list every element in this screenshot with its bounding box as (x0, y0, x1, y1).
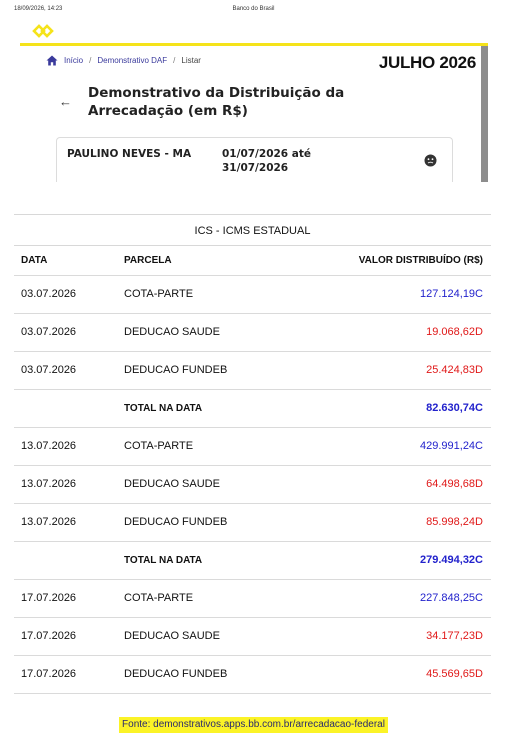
cell-valor: 85.998,24D (426, 516, 483, 528)
print-site-name: Banco do Brasil (232, 6, 275, 12)
table-row (14, 276, 491, 314)
table-row (14, 504, 491, 542)
cell-valor: 19.068,62D (426, 326, 483, 338)
cell-parcela: COTA-PARTE (124, 288, 194, 300)
period-range: 01/07/2026 até 31/07/2026 (222, 148, 311, 174)
breadcrumb-item-inicio[interactable]: Início (64, 55, 84, 65)
cell-parcela: DEDUCAO FUNDEB (124, 364, 228, 376)
cell-valor: 82.630,74C (426, 402, 483, 414)
table-row (14, 618, 491, 656)
breadcrumb (46, 53, 201, 67)
cell-date: 03.07.2026 (21, 364, 77, 376)
cell-date: 03.07.2026 (21, 288, 77, 300)
scrollbar[interactable] (481, 46, 488, 182)
cell-valor: 127.124,19C (420, 288, 483, 300)
table-body (14, 276, 491, 694)
table-title: ICS - ICMS ESTADUAL (14, 214, 491, 246)
cell-date: 03.07.2026 (21, 326, 77, 338)
table-row (14, 466, 491, 504)
column-header-parcela: PARCELA (124, 255, 172, 266)
house-icon[interactable] (46, 55, 58, 66)
source-footer (0, 714, 507, 733)
cell-valor: 279.494,32C (420, 554, 483, 566)
cell-valor: 429.991,24C (420, 440, 483, 452)
table-row (14, 314, 491, 352)
top-section (20, 18, 488, 182)
month-title: JULHO 2026 (378, 53, 476, 72)
breadcrumb-item-listar: Listar (181, 55, 201, 65)
cell-parcela: DEDUCAO SAUDE (124, 630, 220, 642)
face-icon[interactable] (424, 154, 437, 167)
beneficiary-name: PAULINO NEVES - MA (67, 148, 192, 160)
cell-parcela: TOTAL NA DATA (124, 555, 203, 566)
cell-date: 17.07.2026 (21, 630, 77, 642)
print-header (0, 6, 507, 18)
cell-date: 17.07.2026 (21, 668, 77, 680)
breadcrumb-separator: / (89, 55, 92, 65)
cell-valor: 25.424,83D (426, 364, 483, 376)
cell-valor: 45.569,65D (426, 668, 483, 680)
table-row (14, 656, 491, 694)
table-total-row (14, 390, 491, 428)
cell-valor: 34.177,23D (426, 630, 483, 642)
cell-parcela: DEDUCAO SAUDE (124, 478, 220, 490)
cell-parcela: DEDUCAO FUNDEB (124, 516, 228, 528)
table-total-row (14, 542, 491, 580)
cell-date: 13.07.2026 (21, 478, 77, 490)
bank-logo-icon (32, 22, 54, 40)
distribution-table (14, 214, 491, 694)
column-header-date: DATA (21, 255, 48, 266)
column-header-valor: VALOR DISTRIBUÍDO (R$) (358, 255, 483, 266)
table-row (14, 580, 491, 618)
back-arrow-icon[interactable]: ← (59, 94, 72, 109)
cell-parcela: COTA-PARTE (124, 440, 194, 452)
cell-date: 17.07.2026 (21, 592, 77, 604)
table-row (14, 352, 491, 390)
cell-parcela: DEDUCAO SAUDE (124, 326, 220, 338)
table-row (14, 428, 491, 466)
page-title: Demonstrativo da Distribuição da Arrecadação (em R$) (88, 85, 345, 119)
breadcrumb-item-demonstrativo[interactable]: Demonstrativo DAF (97, 55, 168, 65)
cell-date: 13.07.2026 (21, 440, 77, 452)
cell-date: 13.07.2026 (21, 516, 77, 528)
cell-valor: 227.848,25C (420, 592, 483, 604)
cell-parcela: DEDUCAO FUNDEB (124, 668, 228, 680)
cell-valor: 64.498,68D (426, 478, 483, 490)
info-card (56, 137, 453, 182)
table-header-row (14, 246, 491, 276)
cell-parcela: COTA-PARTE (124, 592, 194, 604)
header-accent-line (20, 43, 488, 46)
breadcrumb-separator: / (173, 55, 176, 65)
cell-parcela: TOTAL NA DATA (124, 403, 203, 414)
print-timestamp: 18/09/2026, 14:23 (14, 6, 63, 12)
source-note: Fonte: demonstrativos.apps.bb.com.br/arrecadacao-federal (119, 717, 388, 733)
